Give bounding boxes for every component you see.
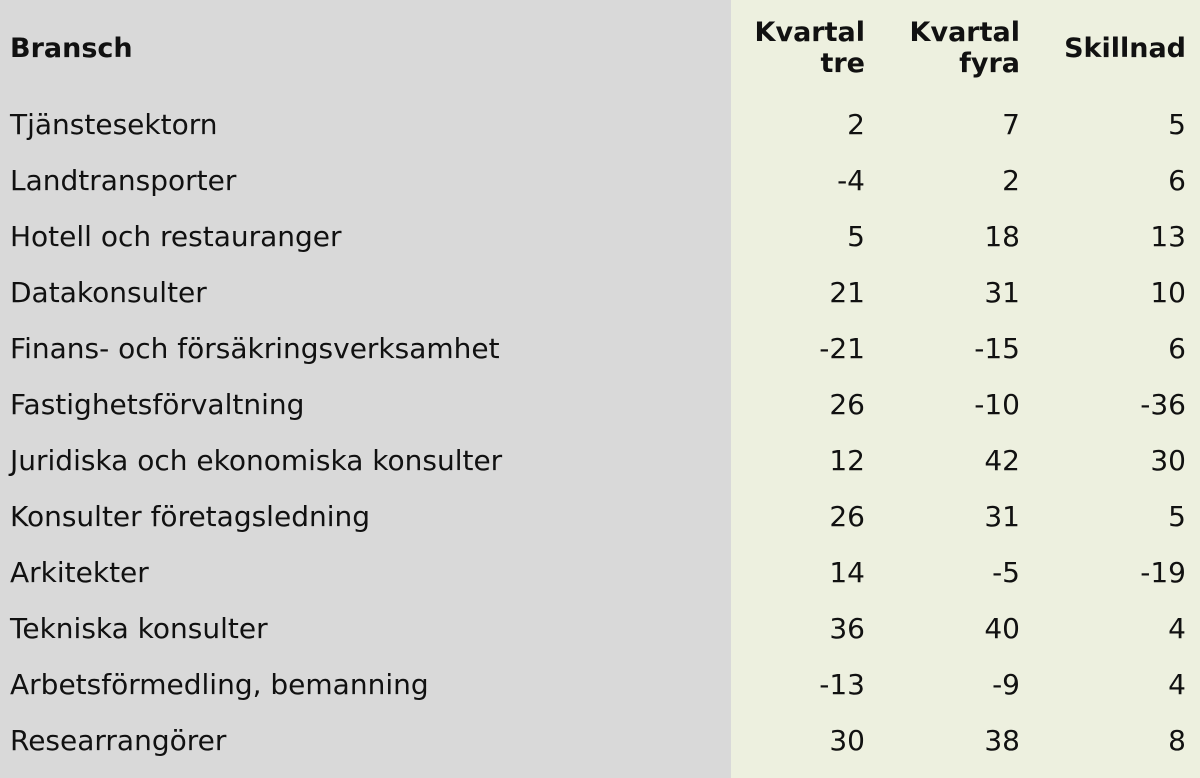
- table-row: [0, 96, 1200, 152]
- table-row: [0, 600, 1200, 656]
- table-row: [0, 656, 1200, 712]
- skillnad-cell: 8: [1168, 723, 1186, 757]
- kvartal-fyra-cell: 2: [1002, 163, 1020, 197]
- kvartal-tre-cell: 26: [829, 499, 865, 533]
- kvartal-tre-cell: 21: [829, 275, 865, 309]
- header-kvartal-tre: Kvartal tre: [754, 17, 865, 79]
- table-row: [0, 376, 1200, 432]
- bransch-cell: Tjänstesektorn: [10, 107, 218, 141]
- kvartal-tre-cell: -4: [837, 163, 865, 197]
- skillnad-cell: -19: [1140, 555, 1186, 589]
- bransch-cell: Landtransporter: [10, 163, 237, 197]
- bransch-cell: Datakonsulter: [10, 275, 207, 309]
- kvartal-fyra-cell: -15: [974, 331, 1020, 365]
- skillnad-cell: 5: [1168, 499, 1186, 533]
- bransch-cell: Juridiska och ekonomiska konsulter: [10, 443, 503, 477]
- header-skillnad: Skillnad: [1064, 32, 1186, 64]
- kvartal-fyra-cell: 40: [984, 611, 1020, 645]
- kvartal-tre-cell: 2: [847, 107, 865, 141]
- bransch-cell: Hotell och restauranger: [10, 219, 342, 253]
- skillnad-cell: 6: [1168, 331, 1186, 365]
- bransch-cell: Arbetsförmedling, bemanning: [10, 667, 429, 701]
- bransch-cell: Tekniska konsulter: [10, 611, 268, 645]
- skillnad-cell: -36: [1140, 387, 1186, 421]
- header-row: [0, 0, 1200, 96]
- table-row: [0, 264, 1200, 320]
- kvartal-tre-cell: 36: [829, 611, 865, 645]
- kvartal-fyra-cell: 18: [984, 219, 1020, 253]
- skillnad-cell: 5: [1168, 107, 1186, 141]
- kvartal-tre-cell: -13: [819, 667, 865, 701]
- kvartal-tre-cell: 26: [829, 387, 865, 421]
- table-row: [0, 488, 1200, 544]
- kvartal-fyra-cell: 7: [1002, 107, 1020, 141]
- kvartal-fyra-cell: 42: [984, 443, 1020, 477]
- bransch-cell: Finans- och försäkringsverksamhet: [10, 331, 500, 365]
- skillnad-cell: 4: [1168, 611, 1186, 645]
- header-kvartal-fyra: Kvartal fyra: [909, 17, 1020, 79]
- skillnad-cell: 6: [1168, 163, 1186, 197]
- table-row: [0, 152, 1200, 208]
- bransch-cell: Arkitekter: [10, 555, 149, 589]
- table-row: [0, 712, 1200, 768]
- kvartal-tre-cell: -21: [819, 331, 865, 365]
- kvartal-fyra-cell: 31: [984, 499, 1020, 533]
- bransch-cell: Fastighetsförvaltning: [10, 387, 305, 421]
- skillnad-cell: 30: [1150, 443, 1186, 477]
- table-row: [0, 544, 1200, 600]
- skillnad-cell: 4: [1168, 667, 1186, 701]
- kvartal-tre-cell: 12: [829, 443, 865, 477]
- kvartal-tre-cell: 5: [847, 219, 865, 253]
- table-row: [0, 208, 1200, 264]
- skillnad-cell: 10: [1150, 275, 1186, 309]
- kvartal-fyra-cell: -5: [992, 555, 1020, 589]
- kvartal-fyra-cell: -10: [974, 387, 1020, 421]
- kvartal-fyra-cell: 38: [984, 723, 1020, 757]
- table-row: [0, 432, 1200, 488]
- bransch-cell: Researrangörer: [10, 723, 227, 757]
- kvartal-fyra-cell: -9: [992, 667, 1020, 701]
- skillnad-cell: 13: [1150, 219, 1186, 253]
- kvartal-tre-cell: 14: [829, 555, 865, 589]
- table-row: [0, 320, 1200, 376]
- kvartal-tre-cell: 30: [829, 723, 865, 757]
- bransch-cell: Konsulter företagsledning: [10, 499, 371, 533]
- kvartal-fyra-cell: 31: [984, 275, 1020, 309]
- header-bransch: Bransch: [10, 32, 133, 64]
